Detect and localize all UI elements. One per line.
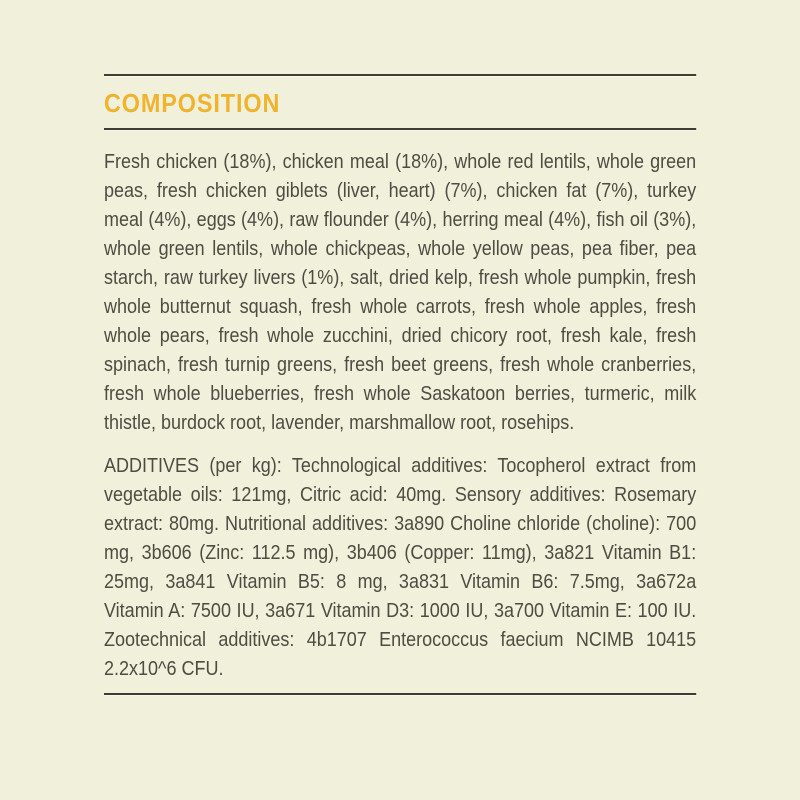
composition-ingredients-text: Fresh chicken (18%), chicken meal (18%), whole red lentils, whole green peas, fresh chicken giblets (liver, heart) (7%), chicken fat (7%), turkey meal (4%), eggs (4%), raw flounder (4%), herring meal (4%), fish oil (3%), whole green lentils, whole chickpeas, whole yellow peas, pea fiber, pea starch, raw turkey livers (1%), salt, dried kelp, fresh whole pumpkin, fresh whole butternut squash, fresh whole carrots, fresh whole apples, fresh whole pears, fresh whole zucchini, dried chicory root, fresh kale, fresh spinach, fresh turnip greens, fresh beet greens, fresh whole cranberries, fresh whole blueberries, fresh whole Saskatoon berries, turmeric, milk thistle, burdock root, lavender, marshmallow root, rosehips. [104,151,697,434]
divider-bottom [104,693,696,695]
label-content-column [104,0,696,695]
divider-under-heading [104,128,696,130]
additives-text: ADDITIVES (per kg): Technological additives: Tocopherol extract from vegetable oils: 121mg, Citric acid: 40mg. Sensory additives: Rosemary extract: 80mg. Nutritional additives: 3a890 Choline chloride (choline): 700 mg, 3b606 (Zinc: 112.5 mg), 3b406 (Copper: 11mg), 3a821 Vitamin B1: 25mg, 3a841 Vitamin B5: 8 mg, 3a831 Vitamin B6: 7.5mg, 3a672a Vitamin A: 7500 IU, 3a671 Vitamin D3: 1000 IU, 3a700 Vitamin E: 100 IU. Zootechnical additives: 4b1707 Enterococcus faecium NCIMB 10415 2.2x10^6 CFU. [104,455,697,680]
divider-top [104,74,696,76]
section-title: COMPOSITION [104,88,281,118]
